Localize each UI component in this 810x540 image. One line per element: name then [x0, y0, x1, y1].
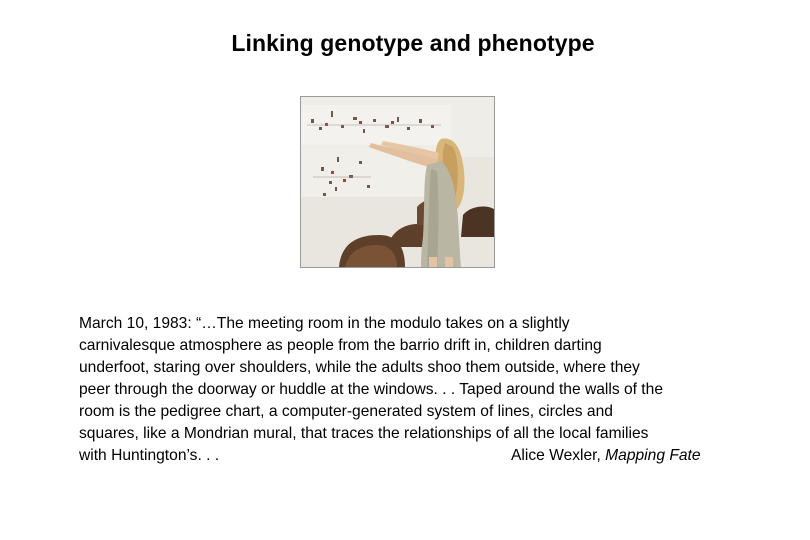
quote-line: carnivalesque atmosphere as people from the barrio drift in, children darting	[79, 337, 602, 354]
quote-line: room is the pedigree chart, a computer-generated system of lines, circles and	[79, 403, 613, 420]
quote-text	[79, 313, 779, 467]
quote-line: peer through the doorway or huddle at the windows. . . Taped around the walls of the	[79, 381, 663, 398]
attribution-author: Alice Wexler,	[511, 447, 606, 464]
slide-title: Linking genotype and phenotype	[231, 30, 595, 56]
quote-line: underfoot, staring over shoulders, while the adults shoo them outside, where they	[79, 359, 640, 376]
quote-line-text: with Huntington’s. . .	[79, 447, 220, 464]
woman-studying-wall-pedigree-chart-photo	[301, 97, 494, 267]
quote-line: March 10, 1983: “…The meeting room in the modulo takes on a slightly	[79, 315, 570, 332]
quote-line-last	[79, 445, 779, 467]
attribution-title: Mapping Fate	[605, 447, 701, 464]
photo	[300, 96, 495, 268]
attribution	[511, 445, 701, 467]
quote-line: squares, like a Mondrian mural, that traces the relationships of all the local families	[79, 425, 649, 442]
